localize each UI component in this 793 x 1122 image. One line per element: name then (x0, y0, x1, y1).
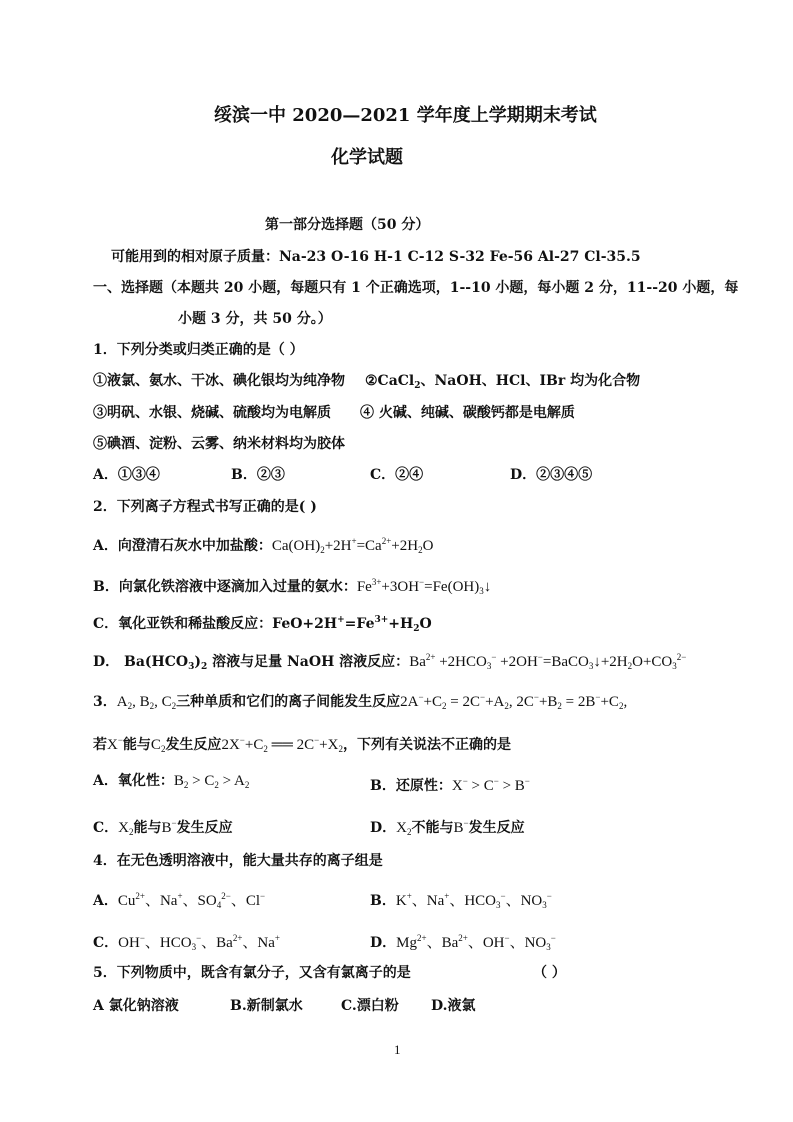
q4-option-c: C．OH−、$HCO_3^-$、$Ba^{2+}$、Na+ (93, 933, 280, 952)
q3-b-label: B．还原性： (370, 778, 452, 794)
section-heading: 第一部分选择题（50 分） (265, 217, 430, 233)
q5-option-b: B.新制氯水 (230, 998, 303, 1014)
subject-title: 化学试题 (331, 147, 403, 168)
q4-stem: 4．在无色透明溶液中，能大量共存的离子组是 (93, 853, 383, 869)
q2-c-d: O (419, 616, 432, 632)
q3-option-a: A．氧化性：$B_2 > C_2 > A_2$ (93, 773, 250, 790)
q3-c-mid: 能与 (133, 820, 162, 836)
q1-option-c: C．②④ (370, 467, 424, 483)
q2-option-c: C．氧化亚铁和稀盐酸反应：$FeO+2H^+=Fe^{3+}+H_2O$ (93, 615, 432, 634)
q4-option-b: B．K+、Na+、$HCO_3^-$、$NO_3^-$ (370, 891, 552, 910)
q2-option-a (93, 531, 433, 560)
instructions-line-1: 一、选择题（本题共 20 小题，每题只有 1 个正确选项，1--10 小题，每小题 2 分，11--20 小题，每 (93, 280, 739, 296)
q3-line1-mid: 三种单质和它们的离子间能发生反应 (176, 694, 401, 710)
q5-option-d: D.液氯 (431, 998, 476, 1014)
q2-c-b: =Fe (344, 616, 375, 632)
q1-stem: 1．下列分类或归类正确的是（ ） (93, 342, 304, 358)
q5-option-c: C.漂白粉 (341, 998, 399, 1014)
q2-option-d: D． $Ba(HCO_3)_2$ 溶液与足量 NaOH 溶液反应：$Ba^{2+} +2HCO_3^-$ $+2OH^-=BaCO_3↓+2H_2O+CO_3^{2-}$ (93, 652, 687, 672)
q5-stem: 5．下列物质中，既含有氯分子，又含有氯离子的是 (93, 965, 411, 981)
q3-c-end: 发生反应 (176, 820, 233, 836)
q4-option-d: D．$Mg^{2+}$、$Ba^{2+}$、OH−、$NO_3^-$ (370, 933, 556, 952)
q3-l2-c: 发生反应 (165, 737, 222, 753)
q1-option-b: B．②③ (231, 467, 285, 483)
exam-title: 绥滨一中 2020—2021 学年度上学期期末考试 (214, 105, 597, 126)
q2-a-equation: $Ca(OH)_2+2H^+=Ca^{2+}+2H_2O$ (271, 536, 434, 555)
q1-statement-2 (365, 371, 640, 396)
q1-s2-sub: 2 (414, 381, 421, 391)
q2-option-b (93, 572, 491, 601)
instructions-line-2: 小题 3 分，共 50 分。） (178, 311, 332, 327)
q5-option-a: A 氯化钠溶液 (93, 998, 179, 1014)
q1-s2-b: 、NaOH、HCl、IBr 均为化合物 (420, 373, 641, 389)
atomic-masses: 可能用到的相对原子质量：Na-23 O-16 H-1 C-12 S-32 Fe-56 Al-27 Cl-35.5 (111, 249, 641, 265)
q3-option-c: C．$X_2$能与B−发生反应 (93, 818, 233, 837)
q3-d-end: 发生反应 (468, 820, 525, 836)
q2-c-a: C．氧化亚铁和稀盐酸反应：FeO+2H (93, 616, 338, 632)
q2-d-equation: $Ba^{2+} +2HCO_3^-$ $+2OH^-=BaCO_3↓+2H_2O+CO_3^{2-}$ (409, 652, 687, 671)
page-number: 1 (394, 1042, 401, 1057)
q3-option-b: B．还原性：X− > C− > B− (370, 776, 530, 794)
q1-statement-5: ⑤碘酒、淀粉、云雾、纳米材料均为胶体 (93, 436, 345, 452)
q3-l2-a: 若 (93, 737, 107, 753)
q2-d-a: D． Ba(HCO (93, 654, 189, 670)
q1-s1-text: ①液氯、氨水、干冰、碘化银均为纯净物 (93, 373, 345, 389)
q1-s2-a: ②CaCl (365, 373, 415, 389)
q1-statement-1 (93, 371, 345, 391)
q3-l2-d: ，下列有关说法不正确的是 (342, 737, 511, 753)
q3-line-1: 3．$A_2$, $B_2$, $C_2$三种单质和它们的离子间能发生反应$2A^-+C_2 = 2C^-+A_2$, $2C^-+B_2 = 2B^-+C_2$, (93, 692, 628, 711)
q2-d-b: ) (194, 654, 201, 670)
q2-d-c: 溶液与足量 NaOH 溶液反应： (207, 654, 410, 670)
q3-prefix: 3． (93, 694, 117, 710)
q3-option-d: D．$X_2$不能与B−发生反应 (370, 818, 525, 837)
q1-statement-4: ④ 火碱、纯碱、碳酸钙都是电解质 (360, 405, 575, 421)
q2-c-c: +H (388, 616, 414, 632)
q2-b-equation: $Fe^{3+}+3OH^-=Fe(OH)_3↓$ (356, 577, 492, 596)
q5-answer-paren: （ ） (533, 965, 566, 981)
q1-option-a: A．①③④ (93, 467, 160, 483)
q2-a-label: A．向澄清石灰水中加盐酸： (93, 538, 272, 554)
q2-stem: 2．下列离子方程式书写正确的是( ) (93, 499, 317, 515)
q1-statement-3: ③明矾、水银、烧碱、硫酸均为电解质 (93, 405, 331, 421)
q1-option-d: D．②③④⑤ (510, 467, 593, 483)
q3-d-mid: 不能与 (411, 820, 454, 836)
q3-line-2: 若X−能与$C_2$发生反应$2X^-+C_2$ ══ $2C^-+X_2$，下列有关说法不正确的是 (93, 735, 511, 754)
q3-a-label: A．氧化性： (93, 773, 174, 789)
q2-b-label: B．向氯化铁溶液中逐滴加入过量的氨水： (93, 579, 357, 595)
q4-option-a: A．$Cu^{2+}$、Na+、$SO_4^{2-}$、Cl− (93, 891, 266, 910)
q3-l2-b: 能与 (122, 737, 151, 753)
